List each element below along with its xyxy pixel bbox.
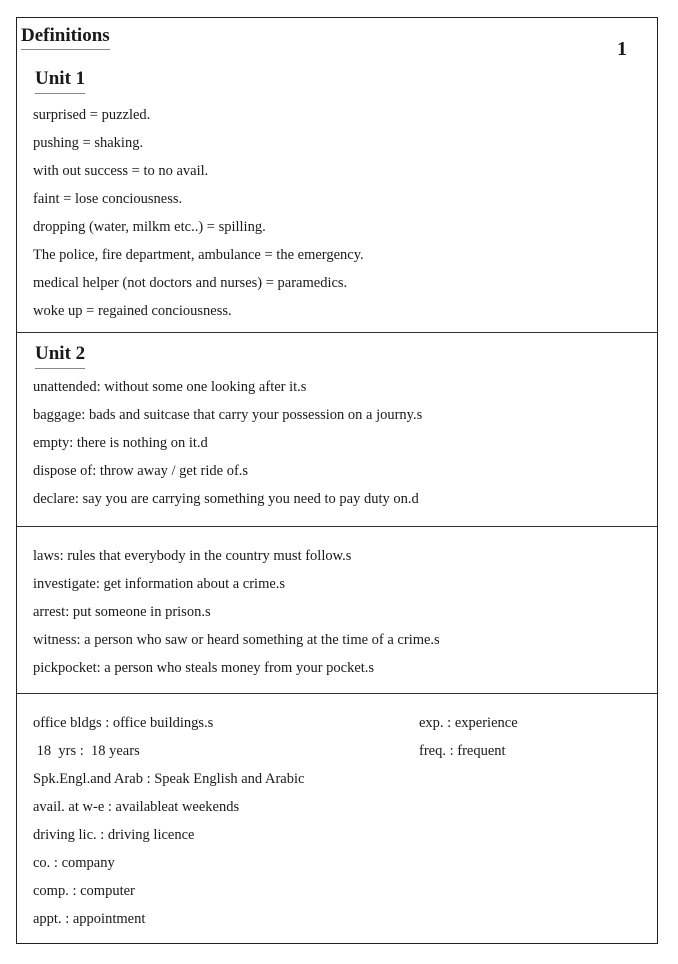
abbreviation-item: Spk.Engl.and Arab : Speak English and Arabic	[33, 771, 305, 787]
unit-1-definition: faint = lose conciousness.	[33, 191, 183, 207]
unit-2-definition: unattended: without some one looking after it.s	[33, 379, 307, 395]
definitions-page	[16, 17, 658, 944]
abbreviation-item: avail. at w-e : availableat weekends	[33, 799, 240, 815]
unit-1-definition: pushing = shaking.	[33, 135, 144, 151]
law-definition: laws: rules that everybody in the country must follow.s	[33, 548, 352, 564]
unit-2-definition: declare: say you are carrying something you need to pay duty on.d	[33, 491, 419, 507]
section-divider	[17, 332, 657, 333]
abbreviation-item: 18 yrs : 18 years	[33, 743, 140, 759]
unit-1-definition: dropping (water, milkm etc..) = spilling.	[33, 219, 266, 235]
law-definition: investigate: get information about a crime.s	[33, 576, 286, 592]
abbreviation-item: office bldgs : office buildings.s	[33, 715, 214, 731]
unit-1-definition: medical helper (not doctors and nurses) = paramedics.	[33, 275, 348, 291]
unit-2-definition: dispose of: throw away / get ride of.s	[33, 463, 249, 479]
section-divider	[17, 526, 657, 527]
unit-1-heading: Unit 1	[35, 68, 85, 94]
abbreviation-item: driving lic. : driving licence	[33, 827, 195, 843]
section-divider	[17, 693, 657, 694]
law-definition: arrest: put someone in prison.s	[33, 604, 211, 620]
abbreviation-item: co. : company	[33, 855, 115, 871]
abbreviation-item: appt. : appointment	[33, 911, 146, 927]
abbreviation-item: exp. : experience	[419, 715, 518, 731]
law-definition: pickpocket: a person who steals money from your pocket.s	[33, 660, 375, 676]
law-definition: witness: a person who saw or heard something at the time of a crime.s	[33, 632, 440, 648]
unit-1-definition: woke up = regained conciousness.	[33, 303, 232, 319]
abbreviation-item: freq. : frequent	[419, 743, 506, 759]
unit-1-definition: The police, fire department, ambulance = the emergency.	[33, 247, 364, 263]
page-title: Definitions	[21, 25, 110, 50]
unit-2-definition: empty: there is nothing on it.d	[33, 435, 208, 451]
abbreviation-item: comp. : computer	[33, 883, 135, 899]
unit-2-definition: baggage: bads and suitcase that carry your possession on a journy.s	[33, 407, 423, 423]
page-number: 1	[617, 38, 627, 60]
unit-1-definition: surprised = puzzled.	[33, 107, 151, 123]
unit-1-definition: with out success = to no avail.	[33, 163, 209, 179]
unit-2-heading: Unit 2	[35, 343, 85, 369]
